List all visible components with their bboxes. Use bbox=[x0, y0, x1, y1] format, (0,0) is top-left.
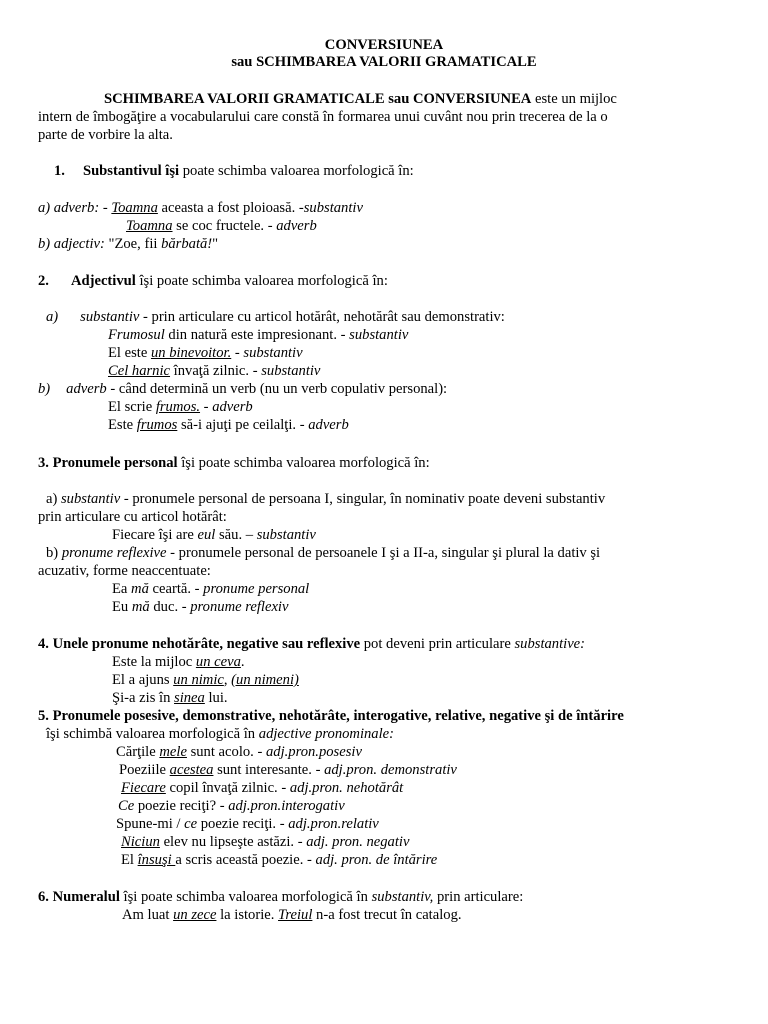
s1-example-b: b) adjectiv: "Zoe, fii bărbată!" bbox=[38, 236, 219, 252]
s3-a-line: a) substantiv - pronumele personal de persoana I, singular, în nominativ poate deveni substantiv bbox=[46, 491, 606, 507]
s5-example-1: Cărţile mele sunt acolo. - adj.pron.posesiv bbox=[116, 744, 362, 760]
s5-example-7: El însuşi a scris această poezie. - adj. pron. de întărire bbox=[121, 852, 438, 868]
intro-line3: parte de vorbire la alta. bbox=[38, 127, 173, 143]
s3-example-1: Fiecare îşi are eul său. – substantiv bbox=[112, 527, 316, 543]
s2-example-3: Cel harnic învaţă zilnic. - substantiv bbox=[108, 363, 321, 379]
s2-b-line: b) adverb - când determină un verb (nu un verb copulativ personal): bbox=[38, 381, 448, 397]
s2-example-1: Frumosul din natură este impresionant. - substantiv bbox=[108, 327, 409, 343]
s4-example-3: Şi-a zis în sinea lui. bbox=[112, 690, 228, 706]
section-4-heading: 4. Unele pronume nehotărâte, negative sau reflexive pot deveni prin articulare substantive: bbox=[38, 636, 586, 652]
intro-line2: intern de îmbogăţire a vocabularului care constă în formarea unui cuvânt nou prin trecerea de la o bbox=[38, 109, 608, 125]
s3-example-2: Ea mă ceartă. - pronume personal bbox=[112, 581, 310, 597]
s5-example-6: Niciun elev nu lipseşte astăzi. - adj. pron. negativ bbox=[121, 834, 410, 850]
s2-example-5: Este frumos să-i ajuţi pe ceilalţi. - adverb bbox=[108, 417, 349, 433]
doc-title-line2: sau SCHIMBAREA VALORII GRAMATICALE bbox=[231, 54, 537, 70]
s5-example-3: Fiecare copil învaţă zilnic. - adj.pron. nehotărât bbox=[121, 780, 404, 796]
s5-example-5: Spune-mi / ce poezie reciţi. - adj.pron.relativ bbox=[116, 816, 379, 832]
s4-example-2: El a ajuns un nimic, (un nimeni) bbox=[112, 672, 299, 688]
s2-example-2: El este un binevoitor. - substantiv bbox=[108, 345, 303, 361]
section-1-heading: 1. Substantivul îşi poate schimba valoarea morfologică în: bbox=[54, 163, 414, 179]
section-3-heading: 3. Pronumele personal îşi poate schimba valoarea morfologică în: bbox=[38, 455, 430, 471]
s5-heading-line2: îşi schimbă valoarea morfologică în adjective pronominale: bbox=[46, 726, 394, 742]
s1-example-a1: a) adverb: - Toamna aceasta a fost ploioasă. -substantiv bbox=[38, 200, 363, 216]
s5-example-2: Poeziile acestea sunt interesante. - adj.pron. demonstrativ bbox=[119, 762, 457, 778]
s4-example-1: Este la mijloc un ceva. bbox=[112, 654, 245, 670]
intro-line1: SCHIMBAREA VALORII GRAMATICALE sau CONVERSIUNEA este un mijloc bbox=[104, 91, 617, 107]
s2-a-line: a) substantiv - prin articulare cu articol hotărât, nehotărât sau demonstrativ: bbox=[46, 309, 505, 325]
s6-example: Am luat un zece la istorie. Treiul n-a fost trecut în catalog. bbox=[122, 907, 462, 923]
s3-a-line2: prin articulare cu articol hotărât: bbox=[38, 509, 227, 525]
s3-b-line2: acuzativ, forme neaccentuate: bbox=[38, 563, 211, 579]
s3-b-line: b) pronume reflexive - pronumele personal de persoanele I şi a II-a, singular şi plural la dativ şi bbox=[46, 545, 601, 561]
section-5-heading: 5. Pronumele posesive, demonstrative, nehotărâte, interogative, relative, negative şi de întărire bbox=[38, 708, 624, 724]
s2-example-4: El scrie frumos. - adverb bbox=[108, 399, 253, 415]
s3-example-3: Eu mă duc. - pronume reflexiv bbox=[112, 599, 289, 615]
doc-title-line1: CONVERSIUNEA bbox=[324, 37, 444, 53]
s1-example-a2: Toamna se coc fructele. - adverb bbox=[126, 218, 317, 234]
section-2-heading: 2. Adjectivul îşi poate schimba valoarea morfologică în: bbox=[38, 273, 388, 289]
s5-example-4: Ce poezie reciţi? - adj.pron.interogativ bbox=[118, 798, 345, 814]
section-6-heading: 6. Numeralul îşi poate schimba valoarea morfologică în substantiv, prin articulare: bbox=[38, 889, 524, 905]
intro-bold-term: SCHIMBAREA VALORII GRAMATICALE sau CONVERSIUNEA bbox=[104, 91, 532, 107]
